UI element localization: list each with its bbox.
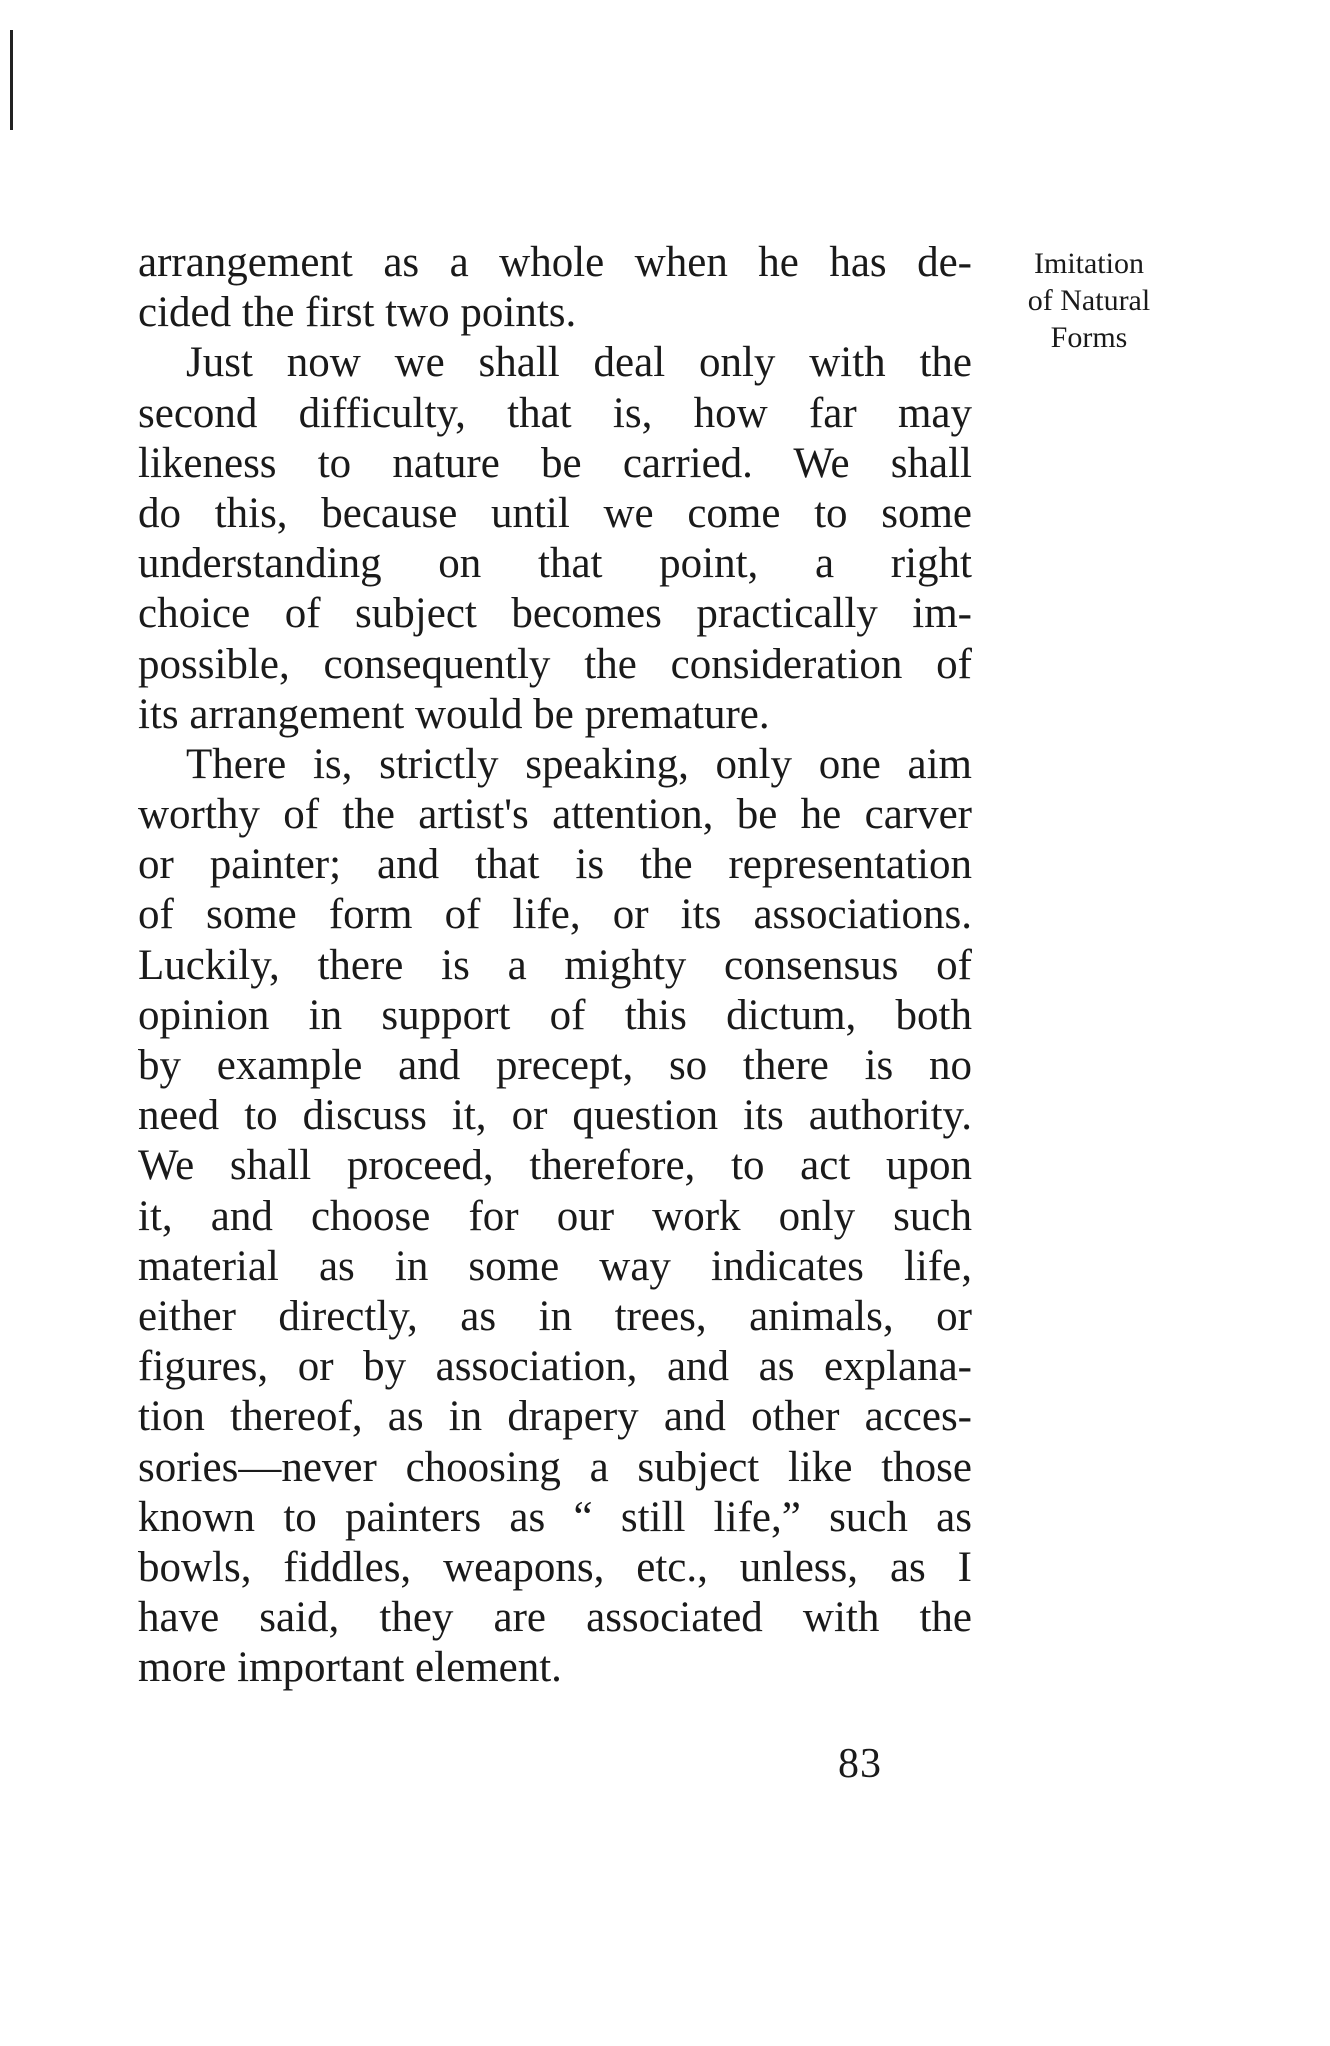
text-line: known to painters as “ still life,” such as (138, 1493, 972, 1541)
side-note-line: of Natural (1027, 284, 1151, 317)
side-note-line: Imitation (1034, 247, 1144, 280)
text-line: cided the first two points. (138, 289, 577, 337)
text-line: possible, consequently the consideration of (138, 640, 972, 688)
text-line: Luckily, there is a mighty consensus of (138, 941, 972, 989)
text-line: more important element. (138, 1644, 562, 1692)
text-line: sories—never choosing a subject like those (138, 1443, 972, 1491)
side-note-line: Forms (1050, 321, 1128, 354)
page-edge-mark (10, 30, 13, 130)
text-line: have said, they are associated with the (138, 1594, 972, 1642)
body-text (138, 238, 972, 1693)
text-line: material as in some way indicates life, (138, 1242, 972, 1290)
text-line: or painter; and that is the representation (138, 841, 972, 889)
text-line: its arrangement would be premature. (138, 690, 770, 738)
text-line: arrangement as a whole when he has de- (138, 239, 972, 286)
text-line: by example and precept, so there is no (138, 1042, 972, 1089)
side-note (984, 245, 1194, 356)
text-line: There is, strictly speaking, only one aim (186, 740, 972, 788)
text-line: choice of subject becomes practically im- (138, 590, 972, 638)
text-line: opinion in support of this dictum, both (138, 991, 972, 1039)
text-line: understanding on that point, a right (138, 540, 972, 588)
text-line: of some form of life, or its associations. (138, 891, 972, 939)
text-line: tion thereof, as in drapery and other acces- (138, 1393, 972, 1441)
text-line: second difficulty, that is, how far may (138, 389, 972, 437)
text-line: it, and choose for our work only such (138, 1192, 972, 1240)
page-number: 83 (838, 1741, 882, 1787)
text-line: figures, or by association, and as explana- (138, 1343, 972, 1391)
text-line: Just now we shall deal only with the (186, 339, 972, 387)
text-line: We shall proceed, therefore, to act upon (138, 1142, 972, 1190)
text-line: need to discuss it, or question its authority. (138, 1092, 972, 1140)
text-line: either directly, as in trees, animals, or (138, 1292, 972, 1340)
text-line: do this, because until we come to some (138, 489, 972, 537)
text-line: worthy of the artist's attention, be he carver (138, 791, 972, 839)
text-line: bowls, fiddles, weapons, etc., unless, as I (138, 1543, 972, 1591)
text-line: likeness to nature be carried. We shall (138, 439, 972, 487)
